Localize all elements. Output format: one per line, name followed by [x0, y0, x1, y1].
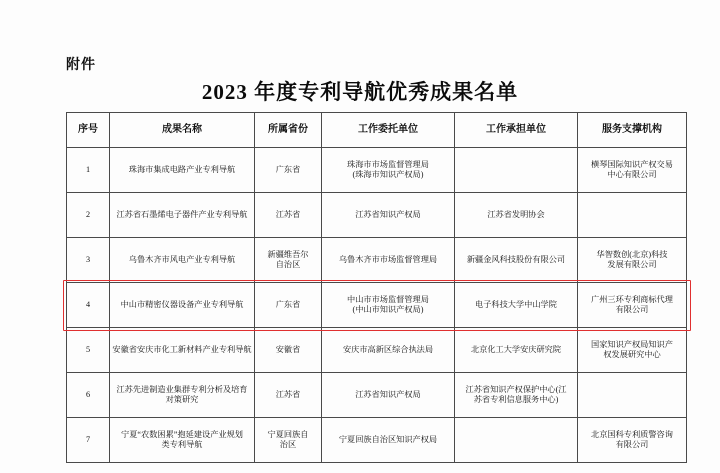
cell-line: 乌鲁木齐市风电产业专利导航 — [128, 254, 236, 264]
cell-undertake — [455, 193, 578, 238]
cell-line: 中心有限公司 — [607, 170, 657, 179]
cell-undertake — [455, 418, 578, 463]
cell-line: 广州三环专利商标代理 — [591, 294, 673, 304]
cell-text — [324, 255, 452, 265]
cell-line: 安庆市高新区综合执法局 — [342, 344, 434, 354]
cell-support — [578, 283, 687, 328]
cell-text — [580, 250, 684, 271]
cell-text — [457, 385, 575, 406]
cell-entrust — [322, 283, 455, 328]
cell-no: 4 — [67, 283, 110, 328]
cell-text — [324, 160, 452, 181]
cell-line: 珠海市市场监督管理局 — [347, 159, 429, 169]
cell-entrust — [322, 238, 455, 283]
cell-text — [257, 390, 319, 400]
cell-line: 类专利导航 — [161, 440, 203, 449]
cell-no: 6 — [67, 373, 110, 418]
cell-line: 江苏省 — [275, 389, 301, 399]
cell-undertake — [455, 283, 578, 328]
cell-province — [255, 148, 322, 193]
results-table-container — [66, 112, 673, 463]
column-header-undertake: 工作承担单位 — [455, 113, 578, 148]
cell-no: 1 — [67, 148, 110, 193]
cell-text — [112, 345, 252, 355]
cell-line: 新疆金风科技股份有限公司 — [466, 254, 566, 264]
cell-text — [580, 160, 684, 181]
cell-line: 安徽省安庆市化工新材料产业专利导航 — [112, 344, 252, 354]
cell-support — [578, 328, 687, 373]
cell-no: 7 — [67, 418, 110, 463]
cell-text — [457, 345, 575, 355]
table-row — [67, 328, 687, 373]
cell-text — [112, 430, 252, 451]
cell-text — [324, 295, 452, 316]
cell-line: 珠海市集成电路产业专利导航 — [128, 164, 236, 174]
column-header-province: 所属省份 — [255, 113, 322, 148]
cell-text — [112, 385, 252, 406]
cell-line: 江苏省发明协会 — [487, 209, 545, 219]
cell-no: 5 — [67, 328, 110, 373]
cell-line: 有限公司 — [615, 305, 649, 314]
table-row — [67, 418, 687, 463]
cell-province — [255, 418, 322, 463]
table-row — [67, 283, 687, 328]
cell-text — [324, 435, 452, 445]
cell-text — [457, 210, 575, 220]
cell-entrust — [322, 193, 455, 238]
cell-undertake — [455, 373, 578, 418]
table-row — [67, 238, 687, 283]
cell-text — [257, 210, 319, 220]
cell-line: 国家知识产权局知识产 — [591, 339, 673, 349]
cell-entrust — [322, 418, 455, 463]
cell-line: 中山市精密仪器设备产业专利导航 — [120, 299, 244, 309]
table-row — [67, 373, 687, 418]
cell-text — [112, 255, 252, 265]
cell-no: 2 — [67, 193, 110, 238]
cell-text — [324, 210, 452, 220]
cell-line: 江苏省 — [275, 209, 301, 219]
cell-text — [457, 300, 575, 310]
cell-support — [578, 373, 687, 418]
cell-line: 宁夏回族自治区知识产权局 — [338, 434, 438, 444]
cell-text — [324, 390, 452, 400]
cell-no: 3 — [67, 238, 110, 283]
cell-line: 横琴国际知识产权交易 — [591, 159, 673, 169]
cell-line: 苏省专利信息服务中心) — [473, 395, 559, 404]
cell-name — [110, 418, 255, 463]
cell-support — [578, 148, 687, 193]
cell-undertake — [455, 148, 578, 193]
cell-undertake — [455, 238, 578, 283]
cell-line: 江苏省知识产权保护中心(江 — [465, 384, 567, 394]
cell-line: 电子科技大学中山学院 — [475, 299, 557, 309]
cell-line: 华智数创(北京)科技 — [596, 249, 668, 259]
cell-line: 广东省 — [275, 299, 301, 309]
cell-line: 对策研究 — [165, 395, 199, 404]
cell-province — [255, 238, 322, 283]
column-header-support: 服务支撑机构 — [578, 113, 687, 148]
column-header-entrust: 工作委托单位 — [322, 113, 455, 148]
cell-line: 江苏先进制造业集群专利分析及培育 — [116, 384, 248, 394]
cell-line: 广东省 — [275, 164, 301, 174]
table-row — [67, 148, 687, 193]
cell-support — [578, 238, 687, 283]
cell-line: (中山市知识产权局) — [352, 305, 424, 314]
column-header-name: 成果名称 — [110, 113, 255, 148]
cell-text — [112, 300, 252, 310]
cell-text — [112, 210, 252, 220]
cell-name — [110, 148, 255, 193]
table-header — [67, 113, 687, 148]
cell-province — [255, 373, 322, 418]
cell-undertake — [455, 328, 578, 373]
cell-line: 发展有限公司 — [607, 260, 657, 269]
cell-text — [580, 430, 684, 451]
cell-line: 中山市市场监督管理局 — [347, 294, 429, 304]
cell-text — [112, 165, 252, 175]
cell-line: 江苏省石墨烯电子器件产业专利导航 — [116, 209, 248, 219]
cell-province — [255, 193, 322, 238]
cell-text — [324, 345, 452, 355]
cell-text — [257, 250, 319, 271]
cell-support — [578, 193, 687, 238]
page-title: 2023 年度专利导航优秀成果名单 — [201, 80, 519, 104]
cell-line: 治区 — [279, 440, 297, 449]
cell-line: 北京化工大学安庆研究院 — [470, 344, 562, 354]
cell-text — [457, 255, 575, 265]
cell-text — [580, 295, 684, 316]
cell-entrust — [322, 373, 455, 418]
cell-line: 权发展研究中心 — [603, 350, 661, 359]
cell-line: 自治区 — [275, 260, 301, 269]
attachment-label: 附件 — [66, 58, 96, 73]
cell-line: 宁夏回族自 — [267, 429, 309, 439]
cell-text — [257, 430, 319, 451]
cell-text — [580, 340, 684, 361]
cell-text — [257, 345, 319, 355]
cell-name — [110, 238, 255, 283]
column-header-no: 序号 — [67, 113, 110, 148]
table-body — [67, 148, 687, 463]
cell-name — [110, 328, 255, 373]
cell-name — [110, 193, 255, 238]
cell-line: 北京国科专利质警咨询 — [591, 429, 673, 439]
cell-entrust — [322, 148, 455, 193]
cell-support — [578, 418, 687, 463]
cell-text — [257, 165, 319, 175]
cell-text — [257, 300, 319, 310]
cell-line: 江苏省知识产权局 — [355, 389, 421, 399]
cell-entrust — [322, 328, 455, 373]
table-header-row — [67, 113, 687, 148]
cell-name — [110, 283, 255, 328]
cell-line: 安徽省 — [275, 344, 301, 354]
cell-line: 有限公司 — [615, 440, 649, 449]
cell-province — [255, 328, 322, 373]
cell-name — [110, 373, 255, 418]
table-row — [67, 193, 687, 238]
cell-province — [255, 283, 322, 328]
results-table — [66, 112, 687, 463]
cell-line: 乌鲁木齐市市场监督管理局 — [338, 254, 438, 264]
cell-line: 江苏省知识产权局 — [355, 209, 421, 219]
cell-line: 宁夏“农数困累”抱延建设产业规划 — [121, 429, 243, 439]
cell-line: 新疆维吾尔 — [267, 249, 309, 259]
cell-line: (珠海市知识产权局) — [352, 170, 424, 179]
